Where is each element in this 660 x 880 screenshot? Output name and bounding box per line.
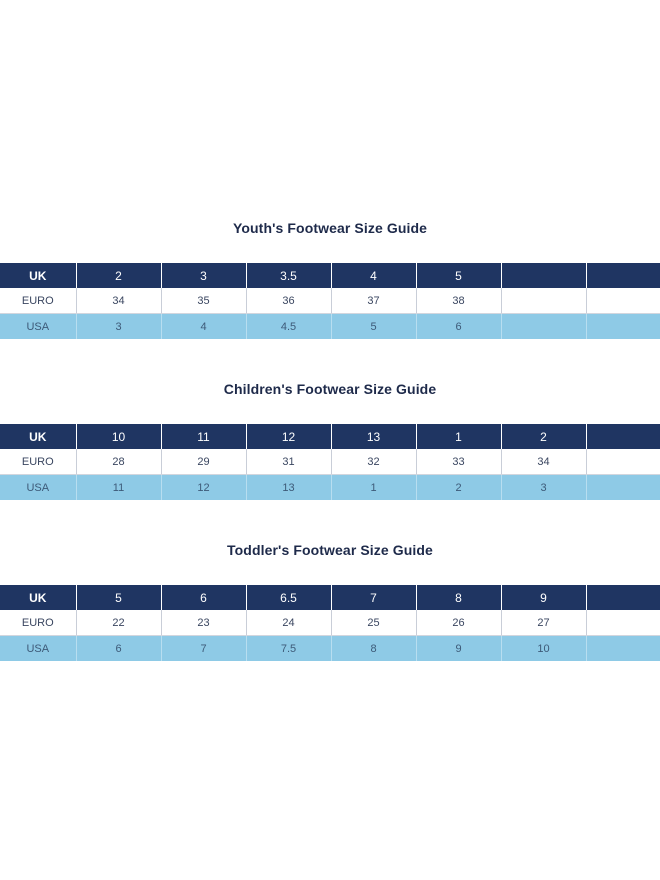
size-cell (501, 263, 586, 288)
size-cell (586, 475, 660, 501)
size-cell (586, 314, 660, 340)
size-cell: 13 (246, 475, 331, 501)
size-cell (586, 288, 660, 314)
size-cell: 8 (416, 585, 501, 610)
size-cell: 7 (331, 585, 416, 610)
size-cell: 5 (331, 314, 416, 340)
usa-row (0, 314, 660, 340)
size-cell (586, 449, 660, 475)
size-cell (586, 610, 660, 636)
row-label-euro: EURO (0, 288, 76, 314)
size-cell: 13 (331, 424, 416, 449)
size-cell: 6 (416, 314, 501, 340)
size-cell (501, 314, 586, 340)
size-cell: 24 (246, 610, 331, 636)
size-cell: 12 (161, 475, 246, 501)
size-cell: 7 (161, 636, 246, 662)
size-cell (501, 288, 586, 314)
toddler-size-table (0, 585, 660, 661)
size-cell: 12 (246, 424, 331, 449)
uk-row (0, 424, 660, 449)
size-cell: 2 (416, 475, 501, 501)
euro-row (0, 610, 660, 636)
size-cell: 29 (161, 449, 246, 475)
size-cell: 32 (331, 449, 416, 475)
youth-guide-title: Youth's Footwear Size Guide (232, 220, 427, 236)
row-label-uk: UK (0, 263, 76, 288)
size-cell: 9 (416, 636, 501, 662)
row-label-usa: USA (0, 636, 76, 662)
size-cell (586, 263, 660, 288)
size-cell: 4.5 (246, 314, 331, 340)
size-cell: 10 (76, 424, 161, 449)
size-cell: 5 (416, 263, 501, 288)
size-cell: 34 (501, 449, 586, 475)
size-cell: 10 (501, 636, 586, 662)
size-cell: 3 (501, 475, 586, 501)
size-cell: 11 (76, 475, 161, 501)
size-cell: 38 (416, 288, 501, 314)
size-cell: 2 (501, 424, 586, 449)
row-label-uk: UK (0, 585, 76, 610)
size-cell: 26 (416, 610, 501, 636)
size-cell: 27 (501, 610, 586, 636)
row-label-uk: UK (0, 424, 76, 449)
usa-row (0, 475, 660, 501)
size-cell: 9 (501, 585, 586, 610)
size-cell: 25 (331, 610, 416, 636)
size-cell: 3.5 (246, 263, 331, 288)
size-cell: 23 (161, 610, 246, 636)
row-label-euro: EURO (0, 449, 76, 475)
size-cell: 35 (161, 288, 246, 314)
size-cell: 2 (76, 263, 161, 288)
size-cell: 34 (76, 288, 161, 314)
size-cell (586, 636, 660, 662)
usa-row (0, 636, 660, 662)
size-cell: 4 (331, 263, 416, 288)
size-cell: 6.5 (246, 585, 331, 610)
size-cell: 31 (246, 449, 331, 475)
row-label-usa: USA (0, 475, 76, 501)
size-cell: 4 (161, 314, 246, 340)
size-cell: 11 (161, 424, 246, 449)
size-cell (586, 424, 660, 449)
row-label-euro: EURO (0, 610, 76, 636)
row-label-usa: USA (0, 314, 76, 340)
size-cell: 8 (331, 636, 416, 662)
size-cell: 3 (76, 314, 161, 340)
size-cell: 1 (416, 424, 501, 449)
size-cell: 6 (76, 636, 161, 662)
uk-row (0, 263, 660, 288)
size-cell: 36 (246, 288, 331, 314)
children-guide-title: Children's Footwear Size Guide (223, 381, 437, 397)
size-cell: 5 (76, 585, 161, 610)
euro-row (0, 288, 660, 314)
size-cell: 3 (161, 263, 246, 288)
children-size-table (0, 424, 660, 500)
toddler-guide-title: Toddler's Footwear Size Guide (227, 542, 433, 558)
size-cell: 28 (76, 449, 161, 475)
size-cell: 37 (331, 288, 416, 314)
size-cell: 7.5 (246, 636, 331, 662)
size-cell: 6 (161, 585, 246, 610)
size-cell: 33 (416, 449, 501, 475)
euro-row (0, 449, 660, 475)
uk-row (0, 585, 660, 610)
size-cell: 22 (76, 610, 161, 636)
size-cell (586, 585, 660, 610)
youth-size-table (0, 263, 660, 339)
size-cell: 1 (331, 475, 416, 501)
